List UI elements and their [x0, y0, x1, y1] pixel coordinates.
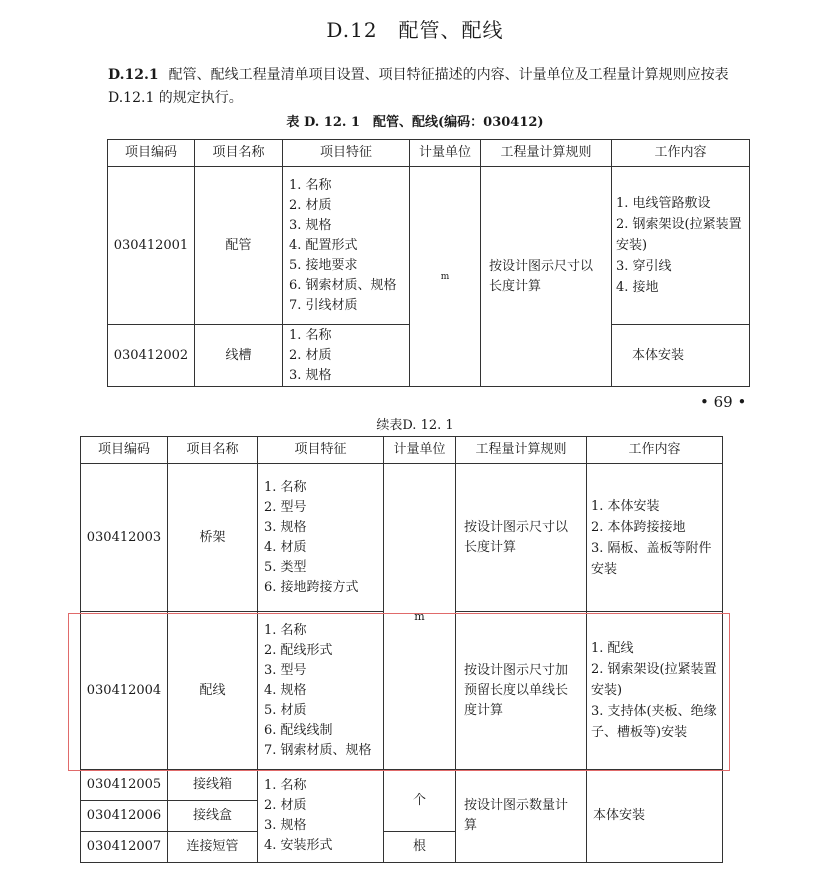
- item-rule: 按设计图示数量计算: [456, 770, 587, 863]
- feature: 7. 钢索材质、规格: [264, 742, 372, 758]
- feature: 3. 规格: [289, 217, 332, 233]
- feature: 6. 配线线制: [264, 722, 333, 738]
- item-code: 030412003: [81, 464, 168, 612]
- feature: 4. 材质: [264, 539, 307, 555]
- table1-caption: 表 D. 12. 1 配管、配线(编码：030412): [286, 115, 544, 130]
- header-features: 项目特征: [258, 437, 384, 464]
- intro-text: 配管、配线工程量清单项目设置、项目特征描述的内容、计量单位及工程量计算规则应按表D.12.1 的规定执行。: [108, 67, 729, 106]
- item-unit: 根: [384, 832, 456, 863]
- feature: 5. 类型: [264, 559, 307, 575]
- feature: 2. 型号: [264, 499, 307, 515]
- feature: 1. 名称: [289, 327, 332, 343]
- header-rule: 工程量计算规则: [456, 437, 587, 464]
- item-name: 线槽: [195, 325, 283, 387]
- intro-paragraph: [108, 64, 758, 110]
- feature: 3. 规格: [264, 519, 307, 535]
- item-features: [258, 770, 384, 863]
- item-unit: 个: [384, 770, 456, 832]
- work-item: 2. 本体跨接接地: [591, 519, 686, 535]
- feature: 7. 引线材质: [289, 297, 358, 313]
- feature: 3. 规格: [289, 367, 332, 383]
- item-features: [258, 612, 384, 770]
- feature: 3. 规格: [264, 818, 307, 833]
- feature: 1. 名称: [264, 479, 307, 495]
- item-work: [612, 167, 750, 325]
- feature: 5. 材质: [264, 702, 307, 718]
- item-rule: 按设计图示尺寸以长度计算: [481, 167, 612, 387]
- header-unit: 计量单位: [410, 140, 481, 167]
- header-features: 项目特征: [283, 140, 410, 167]
- work-item: 3. 支持体(夹板、绝缘子、槽板等)安装: [591, 704, 717, 740]
- work-item: 1. 本体安装: [591, 498, 660, 514]
- item-features: [283, 167, 410, 325]
- intro-label: D.12.1: [108, 67, 159, 83]
- work-item: 3. 隔板、盖板等附件安装: [591, 540, 712, 577]
- item-name: 连接短管: [168, 832, 258, 863]
- item-code: 030412007: [81, 832, 168, 863]
- item-work: [587, 612, 723, 770]
- item-unit: m: [384, 464, 456, 770]
- table2-caption: 续表D. 12. 1: [376, 418, 454, 433]
- header-work: 工作内容: [612, 140, 750, 167]
- item-code: 030412004: [81, 612, 168, 770]
- work-item: 1. 电线管路敷设: [616, 196, 711, 211]
- item-features: [258, 464, 384, 612]
- work-item: 2. 钢索架设(拉紧装置安装): [616, 217, 742, 253]
- item-name: 接线盒: [168, 801, 258, 832]
- item-rule: 按设计图示尺寸加预留长度以单线长度计算: [456, 612, 587, 770]
- feature: 2. 材质: [289, 197, 332, 213]
- header-code: 项目编码: [108, 140, 195, 167]
- feature: 1. 名称: [289, 177, 332, 193]
- feature: 4. 安装形式: [264, 838, 333, 853]
- table-row: [81, 464, 723, 612]
- item-code: 030412006: [81, 801, 168, 832]
- table-row: [81, 770, 723, 801]
- item-name: 配管: [195, 167, 283, 325]
- feature: 2. 材质: [289, 347, 332, 363]
- item-features: [283, 325, 410, 387]
- item-code: 030412001: [108, 167, 195, 325]
- work-item: 2. 钢索架设(拉紧装置安装): [591, 662, 717, 698]
- feature: 6. 钢索材质、规格: [289, 277, 397, 293]
- feature: 5. 接地要求: [289, 257, 358, 273]
- section-title: D.12 配管、配线: [326, 18, 504, 42]
- work-item: 本体安装: [632, 348, 685, 363]
- table-row: [108, 167, 750, 325]
- header-unit: 计量单位: [384, 437, 456, 464]
- feature: 2. 材质: [264, 798, 307, 813]
- item-work: 本体安装: [587, 770, 723, 863]
- item-unit: m: [410, 167, 481, 387]
- item-work: [612, 325, 750, 387]
- table1-header-row: [108, 140, 750, 167]
- table2-header-row: [81, 437, 723, 464]
- feature: 2. 配线形式: [264, 642, 333, 658]
- work-item: 4. 接地: [616, 280, 659, 295]
- table-1: [107, 139, 750, 387]
- feature: 3. 型号: [264, 662, 307, 678]
- page-number: • 69 •: [700, 393, 747, 411]
- work-item: 3. 穿引线: [616, 259, 672, 274]
- feature: 4. 规格: [264, 682, 307, 698]
- feature: 4. 配置形式: [289, 237, 358, 253]
- header-code: 项目编码: [81, 437, 168, 464]
- header-name: 项目名称: [168, 437, 258, 464]
- item-code: 030412005: [81, 770, 168, 801]
- item-rule: 按设计图示尺寸以长度计算: [456, 464, 587, 612]
- table-2: [80, 436, 723, 863]
- header-name: 项目名称: [195, 140, 283, 167]
- feature: 1. 名称: [264, 778, 307, 793]
- item-work: [587, 464, 723, 612]
- header-work: 工作内容: [587, 437, 723, 464]
- feature: 6. 接地跨接方式: [264, 579, 359, 595]
- header-rule: 工程量计算规则: [481, 140, 612, 167]
- work-item: 1. 配线: [591, 641, 634, 656]
- item-name: 桥架: [168, 464, 258, 612]
- item-name: 配线: [168, 612, 258, 770]
- item-name: 接线箱: [168, 770, 258, 801]
- item-code: 030412002: [108, 325, 195, 387]
- feature: 1. 名称: [264, 622, 307, 638]
